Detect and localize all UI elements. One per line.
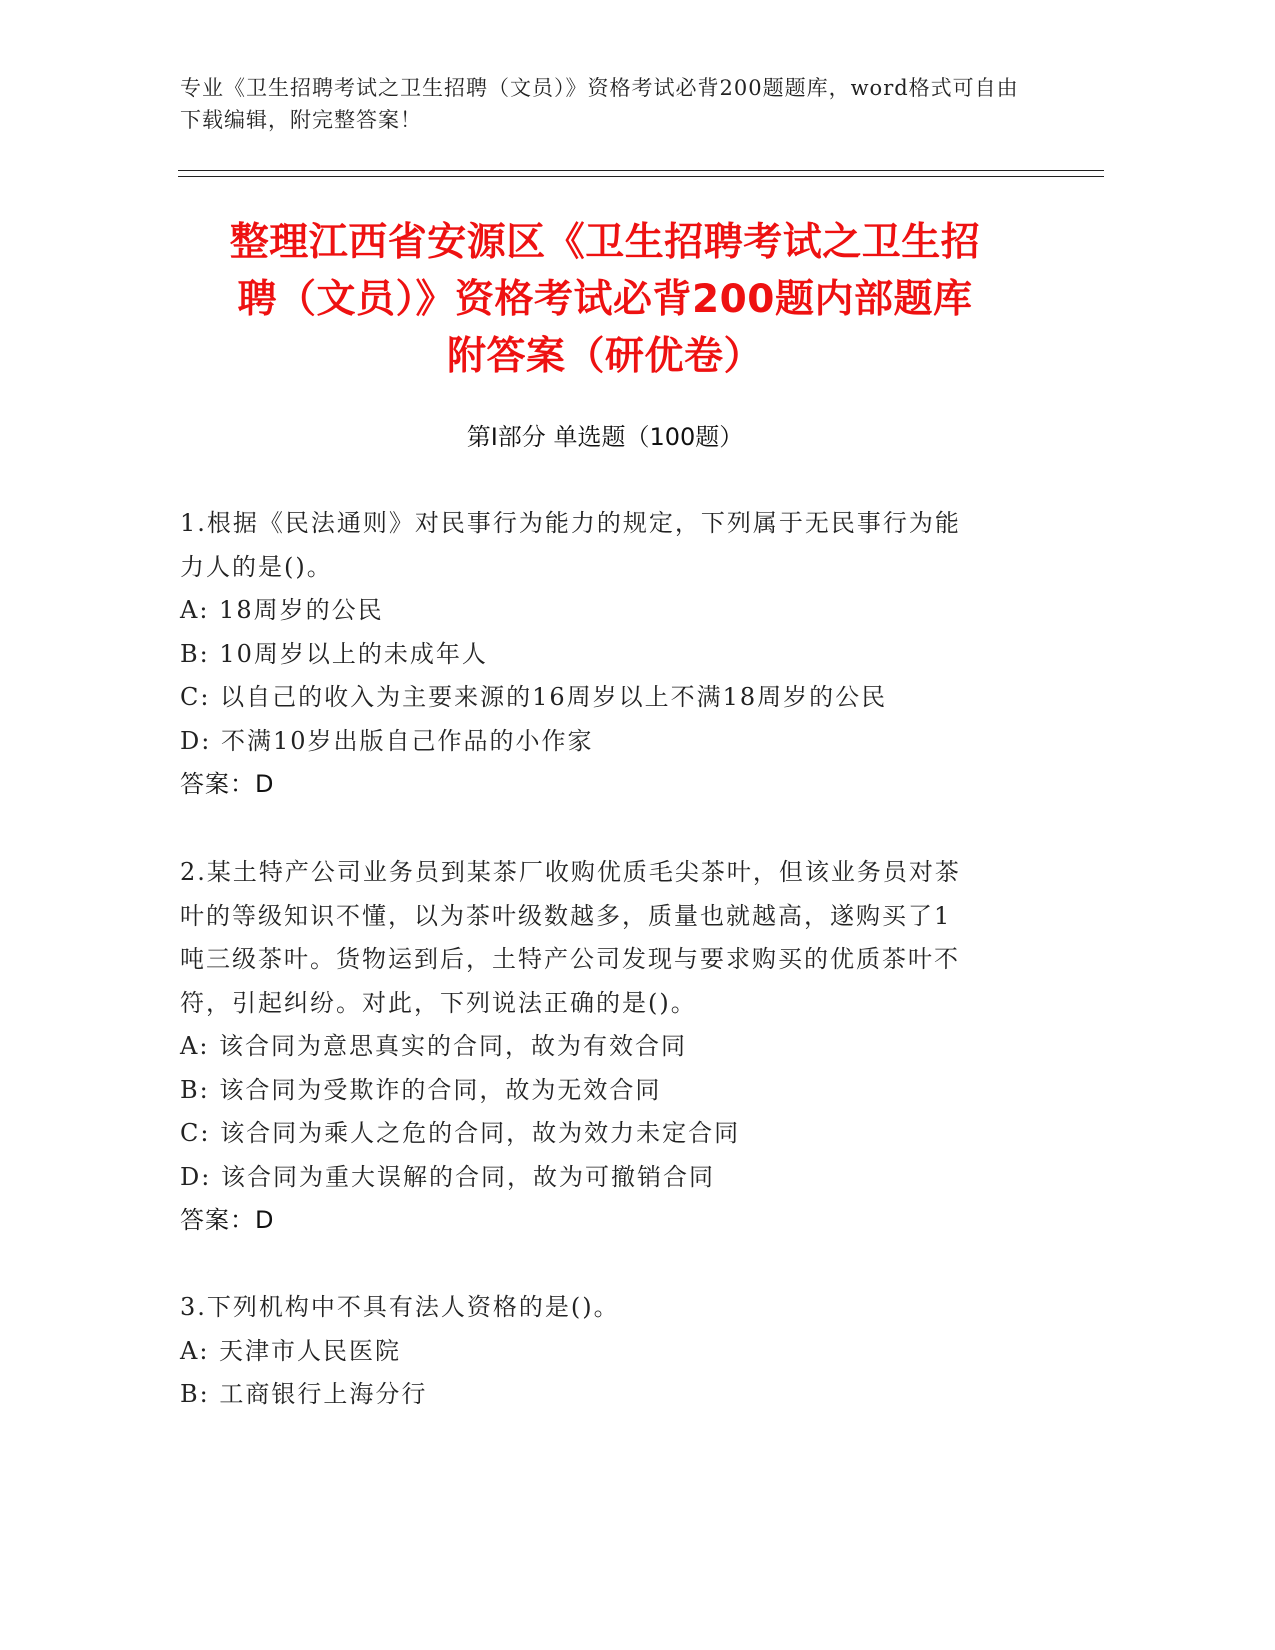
option-c: C: 以自己的收入为主要来源的16周岁以上不满18周岁的公民	[180, 683, 888, 711]
question-3	[180, 1286, 1030, 1417]
option-d: D: 该合同为重大误解的合同，故为可撤销合同	[180, 1162, 715, 1191]
question-stem-line: 吨三级茶叶。货物运到后，土特产公司发现与要求购买的优质茶叶不	[180, 945, 960, 973]
option-b: B: 工商银行上海分行	[180, 1380, 428, 1408]
section-title: 第Ⅰ部分 单选题（100题）	[466, 423, 744, 451]
option-b: B: 该合同为受欺诈的合同，故为无效合同	[180, 1075, 662, 1104]
question-stem-line: 叶的等级知识不懂，以为茶叶级数越多，质量也就越高，遂购买了1	[180, 901, 952, 930]
question-1	[180, 502, 1030, 807]
question-stem-line: 3.下列机构中不具有法人资格的是()。	[180, 1293, 620, 1321]
document-title	[180, 214, 1030, 385]
question-stem-line: 2.某土特产公司业务员到某茶厂收购优质毛尖茶叶，但该业务员对茶	[180, 858, 961, 886]
option-a: A: 天津市人民医院	[180, 1336, 402, 1365]
option-b: B: 10周岁以上的未成年人	[180, 639, 488, 668]
question-2	[180, 851, 1030, 1243]
answer: 答案：D	[180, 770, 275, 798]
answer: 答案：D	[180, 1206, 275, 1234]
question-stem-line: 符，引起纠纷。对此，下列说法正确的是()。	[180, 988, 697, 1017]
option-d: D: 不满10岁出版自己作品的小作家	[180, 726, 594, 755]
title-line-1: 整理江西省安源区《卫生招聘考试之卫生招	[229, 220, 981, 265]
option-a: A: 18周岁的公民	[180, 596, 384, 624]
header-divider-bottom	[178, 176, 1104, 177]
option-c: C: 该合同为乘人之危的合同，故为效力未定合同	[180, 1119, 741, 1147]
header-divider-top	[178, 170, 1104, 171]
title-line-2: 聘（文员）》资格考试必背200题内部题库	[237, 277, 973, 322]
header-note: 专业《卫生招聘考试之卫生招聘（文员）》资格考试必背200题题库，word格式可自由下载编辑，附完整答案！	[180, 76, 1019, 132]
title-line-3: 附答案（研优卷）	[446, 334, 763, 379]
question-stem-line: 力人的是()。	[180, 552, 333, 581]
question-stem-line: 1.根据《民法通则》对民事行为能力的规定，下列属于无民事行为能	[180, 509, 961, 537]
option-a: A: 该合同为意思真实的合同，故为有效合同	[180, 1032, 688, 1060]
